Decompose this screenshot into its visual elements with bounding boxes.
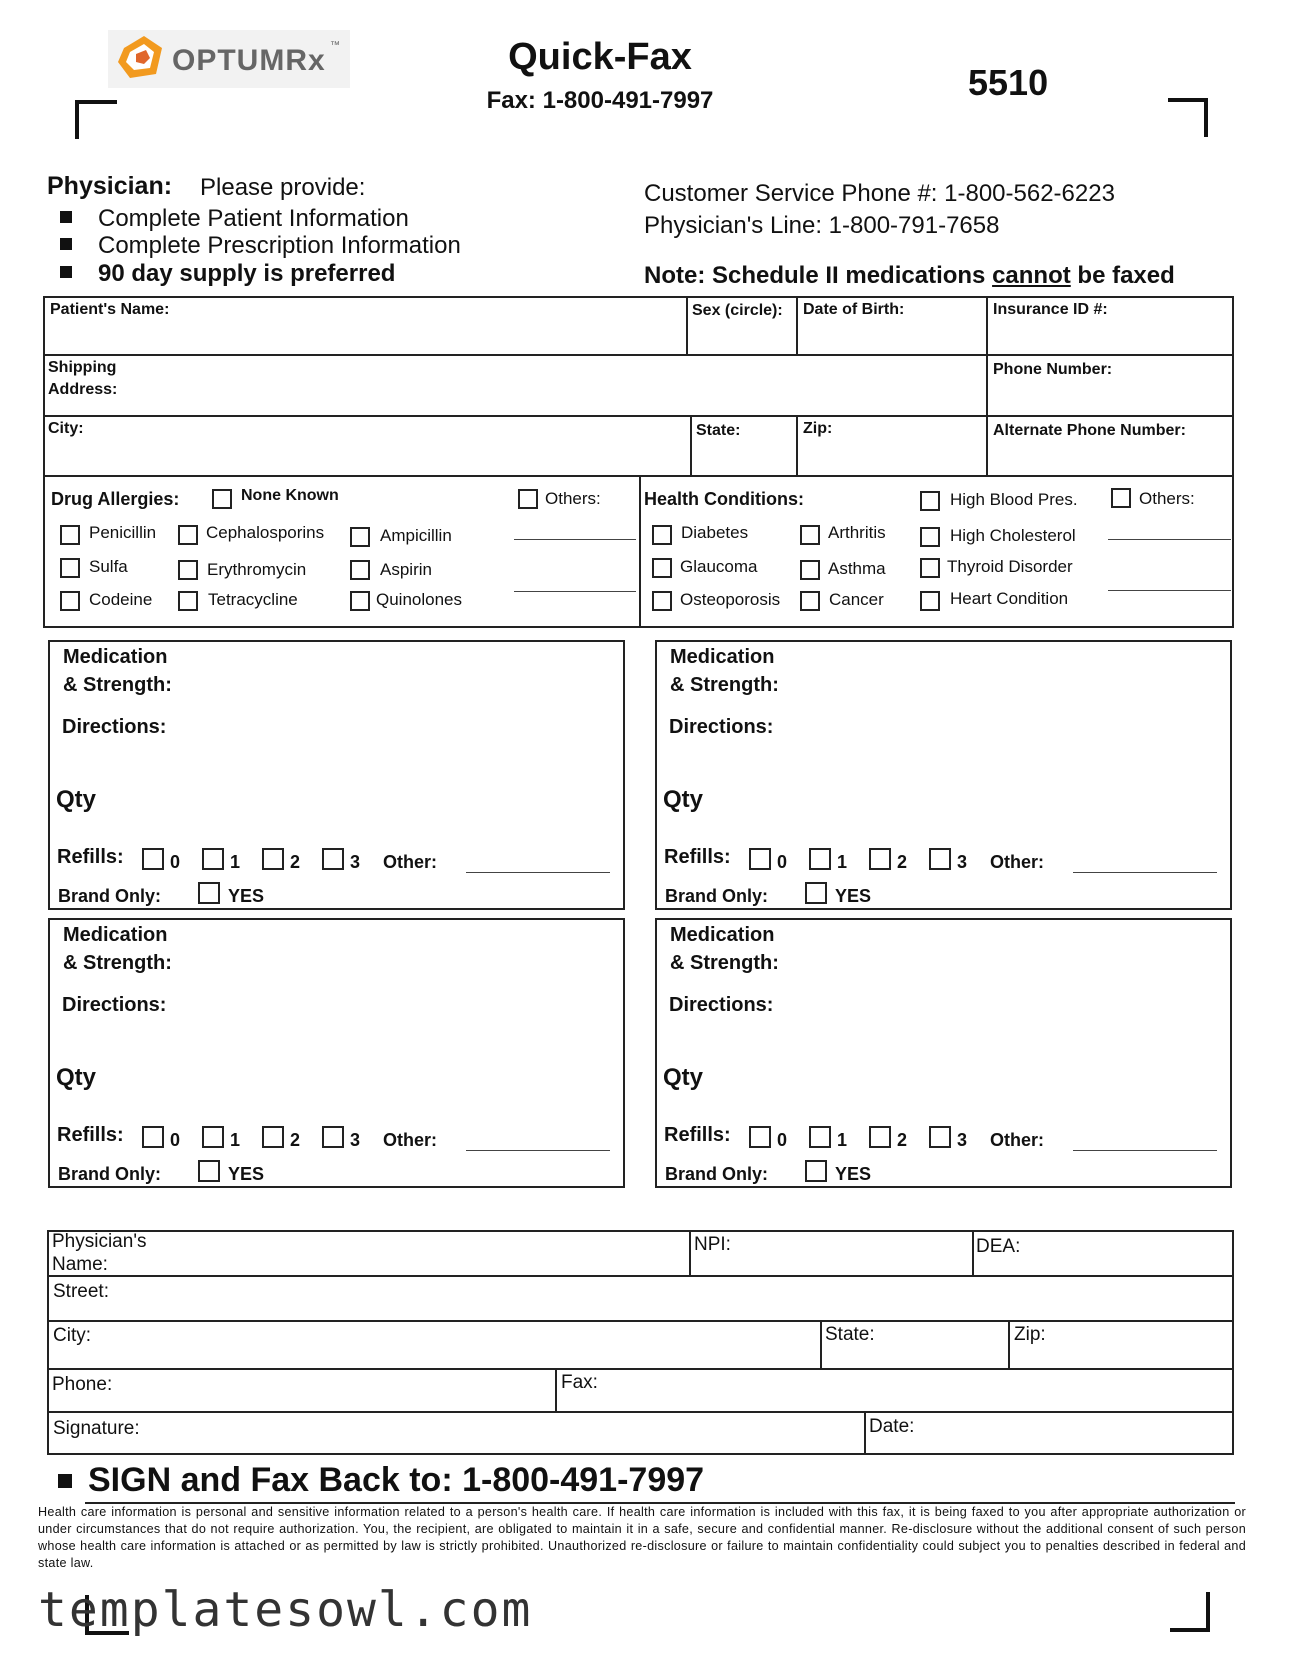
refill-option-label: 1 <box>837 852 848 872</box>
checkbox-brand-only-yes[interactable] <box>198 882 220 904</box>
form-title: Quick-Fax <box>508 36 692 78</box>
medication-label: Medication <box>63 924 168 946</box>
refill-other-label: Other: <box>990 1130 1044 1150</box>
checkbox-refill-3[interactable] <box>322 848 344 870</box>
codeine-label: Codeine <box>89 590 153 609</box>
refill-option-label: 3 <box>350 852 361 872</box>
medication-label: Medication <box>63 646 168 668</box>
divider <box>690 415 692 477</box>
customer-service-phone: Customer Service Phone #: 1-800-562-6223 <box>644 180 1115 207</box>
brand-only-yes-label: YES <box>835 886 872 906</box>
divider <box>796 296 798 354</box>
divider <box>43 354 1234 356</box>
brand-only-label: Brand Only: <box>665 1164 769 1184</box>
brand-only-yes-label: YES <box>835 1164 872 1184</box>
qty-field[interactable]: Qty <box>56 786 97 813</box>
checkbox-refill-0[interactable] <box>142 1126 164 1148</box>
physician-zip-field[interactable]: Zip: <box>1014 1324 1046 1345</box>
checkbox-refill-0[interactable] <box>749 848 771 870</box>
divider <box>639 477 641 628</box>
checkbox-cephalosporins[interactable] <box>178 525 198 545</box>
erythromycin-label: Erythromycin <box>207 560 307 579</box>
street-field[interactable]: Street: <box>53 1281 109 1302</box>
medication-strength-field[interactable]: & Strength: <box>670 952 779 974</box>
divider <box>47 1411 1234 1413</box>
checkbox-glaucoma[interactable] <box>652 558 672 578</box>
divider <box>689 1230 691 1275</box>
note-pre: Note: Schedule II medications <box>644 262 993 289</box>
qty-field[interactable]: Qty <box>663 1064 704 1091</box>
state-field[interactable]: State: <box>696 422 741 439</box>
checkbox-refill-1[interactable] <box>809 848 831 870</box>
checkbox-refill-1[interactable] <box>809 1126 831 1148</box>
note-post: be faxed <box>1070 262 1175 289</box>
arthritis-label: Arthritis <box>828 523 886 542</box>
bullet-icon <box>60 266 72 278</box>
checkbox-refill-2[interactable] <box>262 1126 284 1148</box>
checkbox-refill-1[interactable] <box>202 848 224 870</box>
refill-option-label: 2 <box>290 1130 301 1150</box>
checkbox-refill-0[interactable] <box>749 1126 771 1148</box>
brand-only-label: Brand Only: <box>58 1164 162 1184</box>
logo-text: OPTUMRx <box>172 44 326 77</box>
refill-option-label: 2 <box>897 1130 908 1150</box>
aspirin-label: Aspirin <box>380 560 432 579</box>
refill-option-label: 1 <box>230 852 241 872</box>
shipping-address-label-1: Shipping <box>48 359 117 376</box>
medication-label: Medication <box>670 924 775 946</box>
brand-only-label: Brand Only: <box>58 886 162 906</box>
refills-label: Refills: <box>57 1124 124 1146</box>
divider <box>555 1368 557 1411</box>
medication-strength-field[interactable]: & Strength: <box>63 674 172 696</box>
physician-heading: Physician: <box>47 172 173 200</box>
checkbox-codeine[interactable] <box>60 591 80 611</box>
checkbox-brand-only-yes[interactable] <box>805 882 827 904</box>
allergy-others-line-2[interactable] <box>514 591 636 592</box>
checkbox-penicillin[interactable] <box>60 525 80 545</box>
divider <box>43 415 1234 417</box>
refill-other-line[interactable] <box>1073 872 1217 873</box>
sex-field[interactable]: Sex (circle): <box>692 302 783 319</box>
allergy-others-label: Others: <box>545 489 601 508</box>
sign-fax-bullet-icon <box>58 1474 72 1488</box>
date-field[interactable]: Date: <box>869 1416 915 1437</box>
cancer-label: Cancer <box>829 590 884 609</box>
corner-mark-bottom-right <box>1170 1592 1210 1632</box>
refill-option-label: 2 <box>290 852 301 872</box>
npi-field[interactable]: NPI: <box>694 1234 731 1255</box>
directions-field[interactable]: Directions: <box>62 994 167 1016</box>
osteoporosis-label: Osteoporosis <box>680 590 781 609</box>
physician-name-field[interactable]: Name: <box>52 1254 108 1275</box>
medication-strength-field[interactable]: & Strength: <box>63 952 172 974</box>
checkbox-heart-condition[interactable] <box>920 591 940 611</box>
drug-allergies-heading: Drug Allergies: <box>51 489 180 509</box>
brand-only-yes-label: YES <box>228 1164 265 1184</box>
bullet-prescription-info: Complete Prescription Information <box>98 232 461 259</box>
divider <box>47 1275 1234 1277</box>
checkbox-allergy-others[interactable] <box>518 489 538 509</box>
physicians-line: Physician's Line: 1-800-791-7658 <box>644 212 1000 239</box>
ampicillin-label: Ampicillin <box>380 526 452 545</box>
medication-label: Medication <box>670 646 775 668</box>
divider <box>972 1230 974 1275</box>
qty-field[interactable]: Qty <box>56 1064 97 1091</box>
note-cannot: cannot <box>992 262 1071 289</box>
phone-number-field[interactable]: Phone Number: <box>993 361 1113 378</box>
checkbox-none-known[interactable] <box>212 489 232 509</box>
refill-other-label: Other: <box>383 852 437 872</box>
divider <box>686 296 688 354</box>
condition-others-line-1[interactable] <box>1108 539 1231 540</box>
allergy-others-line-1[interactable] <box>514 539 636 540</box>
fax-number-header: Fax: 1-800-491-7997 <box>486 87 714 114</box>
directions-field[interactable]: Directions: <box>669 716 774 738</box>
refill-option-label: 1 <box>230 1130 241 1150</box>
refill-option-label: 0 <box>777 1130 788 1150</box>
physician-city-field[interactable]: City: <box>53 1325 91 1346</box>
refills-label: Refills: <box>57 846 124 868</box>
physician-phone-field[interactable]: Phone: <box>52 1374 113 1395</box>
confidentiality-disclaimer: Health care information is personal and sensitive information related to a person's health care. If health care information is included with this fax, it is being faxed to you after appropriate authorization or under circumstances that do not require authorization. You, the recipient, are obligated to maintain it in a safe, secure and confidential manner. Re-disclosure without the additional consent of such person whose health care information is attached or as permitted by law is strictly prohibited. Unauthorized re-disclosure or failure to maintain confidentiality could subject you to penalties described in federal and state law. <box>38 1505 1246 1570</box>
signature-field[interactable]: Signature: <box>53 1418 140 1439</box>
checkbox-refill-3[interactable] <box>322 1126 344 1148</box>
bullet-icon <box>60 238 72 250</box>
checkbox-refill-1[interactable] <box>202 1126 224 1148</box>
insurance-id-field[interactable]: Insurance ID #: <box>993 301 1108 318</box>
shipping-address-field[interactable]: Address: <box>48 381 118 398</box>
asthma-label: Asthma <box>828 559 886 578</box>
please-provide: Please provide: <box>200 174 366 201</box>
refill-other-line[interactable] <box>466 1150 610 1151</box>
checkbox-high-cholesterol[interactable] <box>920 527 940 547</box>
sign-and-fax-back: SIGN and Fax Back to: 1-800-491-7997 <box>88 1461 705 1499</box>
sulfa-label: Sulfa <box>89 557 128 576</box>
divider <box>986 296 988 477</box>
dob-field[interactable]: Date of Birth: <box>803 301 905 318</box>
brand-only-yes-label: YES <box>228 886 265 906</box>
patient-info-box <box>43 296 1234 477</box>
diabetes-label: Diabetes <box>681 523 749 542</box>
checkbox-asthma[interactable] <box>800 560 820 580</box>
directions-field[interactable]: Directions: <box>669 994 774 1016</box>
divider <box>864 1411 866 1455</box>
checkbox-sulfa[interactable] <box>60 558 80 578</box>
checkbox-arthritis[interactable] <box>800 525 820 545</box>
condition-others-text: Others: <box>1139 489 1195 508</box>
alternate-phone-field[interactable]: Alternate Phone Number: <box>993 422 1186 439</box>
refill-option-label: 0 <box>170 1130 181 1150</box>
refill-option-label: 3 <box>957 852 968 872</box>
refills-label: Refills: <box>664 1124 731 1146</box>
physician-info-box <box>47 1230 1234 1455</box>
refill-other-line[interactable] <box>1073 1150 1217 1151</box>
checkbox-refill-2[interactable] <box>869 1126 891 1148</box>
refill-option-label: 3 <box>350 1130 361 1150</box>
refill-option-label: 2 <box>897 852 908 872</box>
dea-field[interactable]: DEA: <box>976 1236 1021 1257</box>
city-field[interactable]: City: <box>48 420 84 437</box>
health-conditions-heading: Health Conditions: <box>644 489 804 509</box>
checkbox-thyroid-disorder[interactable] <box>920 558 940 578</box>
tetracycline-label: Tetracycline <box>208 590 298 609</box>
divider <box>820 1320 822 1368</box>
refill-other-label: Other: <box>990 852 1044 872</box>
divider <box>1008 1320 1010 1368</box>
refill-other-label: Other: <box>383 1130 437 1150</box>
brand-only-label: Brand Only: <box>665 886 769 906</box>
logo-mark-icon <box>116 34 166 80</box>
high-cholesterol-label: High Cholesterol <box>950 526 1076 545</box>
checkbox-brand-only-yes[interactable] <box>805 1160 827 1182</box>
checkbox-refill-3[interactable] <box>929 848 951 870</box>
form-number: 5510 <box>968 62 1049 103</box>
medication-strength-field[interactable]: & Strength: <box>670 674 779 696</box>
checkbox-erythromycin[interactable] <box>178 560 198 580</box>
corner-mark-top-left <box>75 100 117 139</box>
patient-name-field[interactable]: Patient's Name: <box>50 301 170 318</box>
divider <box>796 415 798 477</box>
physician-name-label-1: Physician's <box>52 1231 147 1252</box>
refill-other-line[interactable] <box>466 872 610 873</box>
thyroid-disorder-label: Thyroid Disorder <box>947 557 1073 576</box>
divider <box>47 1320 1234 1322</box>
qty-field[interactable]: Qty <box>663 786 704 813</box>
checkbox-refill-3[interactable] <box>929 1126 951 1148</box>
checkbox-quinolones[interactable] <box>350 591 370 611</box>
glaucoma-label: Glaucoma <box>680 557 758 576</box>
none-known-label: None Known <box>241 487 339 504</box>
quinolones-label: Quinolones <box>376 590 463 609</box>
refill-option-label: 0 <box>777 852 788 872</box>
schedule-ii-note <box>644 262 1175 290</box>
bullet-90-day: 90 day supply is preferred <box>98 260 396 287</box>
physician-fax-field[interactable]: Fax: <box>561 1372 598 1393</box>
checkbox-aspirin[interactable] <box>350 560 370 580</box>
corner-mark-top-right <box>1168 98 1208 137</box>
checkbox-diabetes[interactable] <box>652 525 672 545</box>
checkbox-ampicillin[interactable] <box>350 527 370 547</box>
bullet-patient-info: Complete Patient Information <box>98 205 409 232</box>
high-blood-pressure-label: High Blood Pres. <box>950 490 1078 509</box>
checkbox-refill-0[interactable] <box>142 848 164 870</box>
templatesowl-watermark: templatesowl.com <box>38 1582 533 1638</box>
heart-condition-label: Heart Condition <box>950 589 1069 608</box>
optumrx-logo <box>108 30 350 88</box>
checkbox-tetracycline[interactable] <box>178 591 198 611</box>
refill-option-label: 3 <box>957 1130 968 1150</box>
penicillin-label: Penicillin <box>89 523 157 542</box>
checkbox-refill-2[interactable] <box>869 848 891 870</box>
zip-field[interactable]: Zip: <box>803 420 833 437</box>
checkbox-condition-others[interactable] <box>1111 488 1131 508</box>
checkbox-brand-only-yes[interactable] <box>198 1160 220 1182</box>
directions-field[interactable]: Directions: <box>62 716 167 738</box>
checkbox-osteoporosis[interactable] <box>652 591 672 611</box>
checkbox-high-blood-pressure[interactable] <box>920 491 940 511</box>
divider <box>47 1368 1234 1370</box>
physician-state-field[interactable]: State: <box>825 1324 875 1345</box>
bullet-icon <box>60 211 72 223</box>
checkbox-refill-2[interactable] <box>262 848 284 870</box>
refills-label: Refills: <box>664 846 731 868</box>
condition-others-line-2[interactable] <box>1108 590 1231 591</box>
checkbox-cancer[interactable] <box>800 591 820 611</box>
cephalosporins-label: Cephalosporins <box>206 523 325 542</box>
logo-tm: ™ <box>330 40 340 51</box>
refill-option-label: 1 <box>837 1130 848 1150</box>
refill-option-label: 0 <box>170 852 181 872</box>
